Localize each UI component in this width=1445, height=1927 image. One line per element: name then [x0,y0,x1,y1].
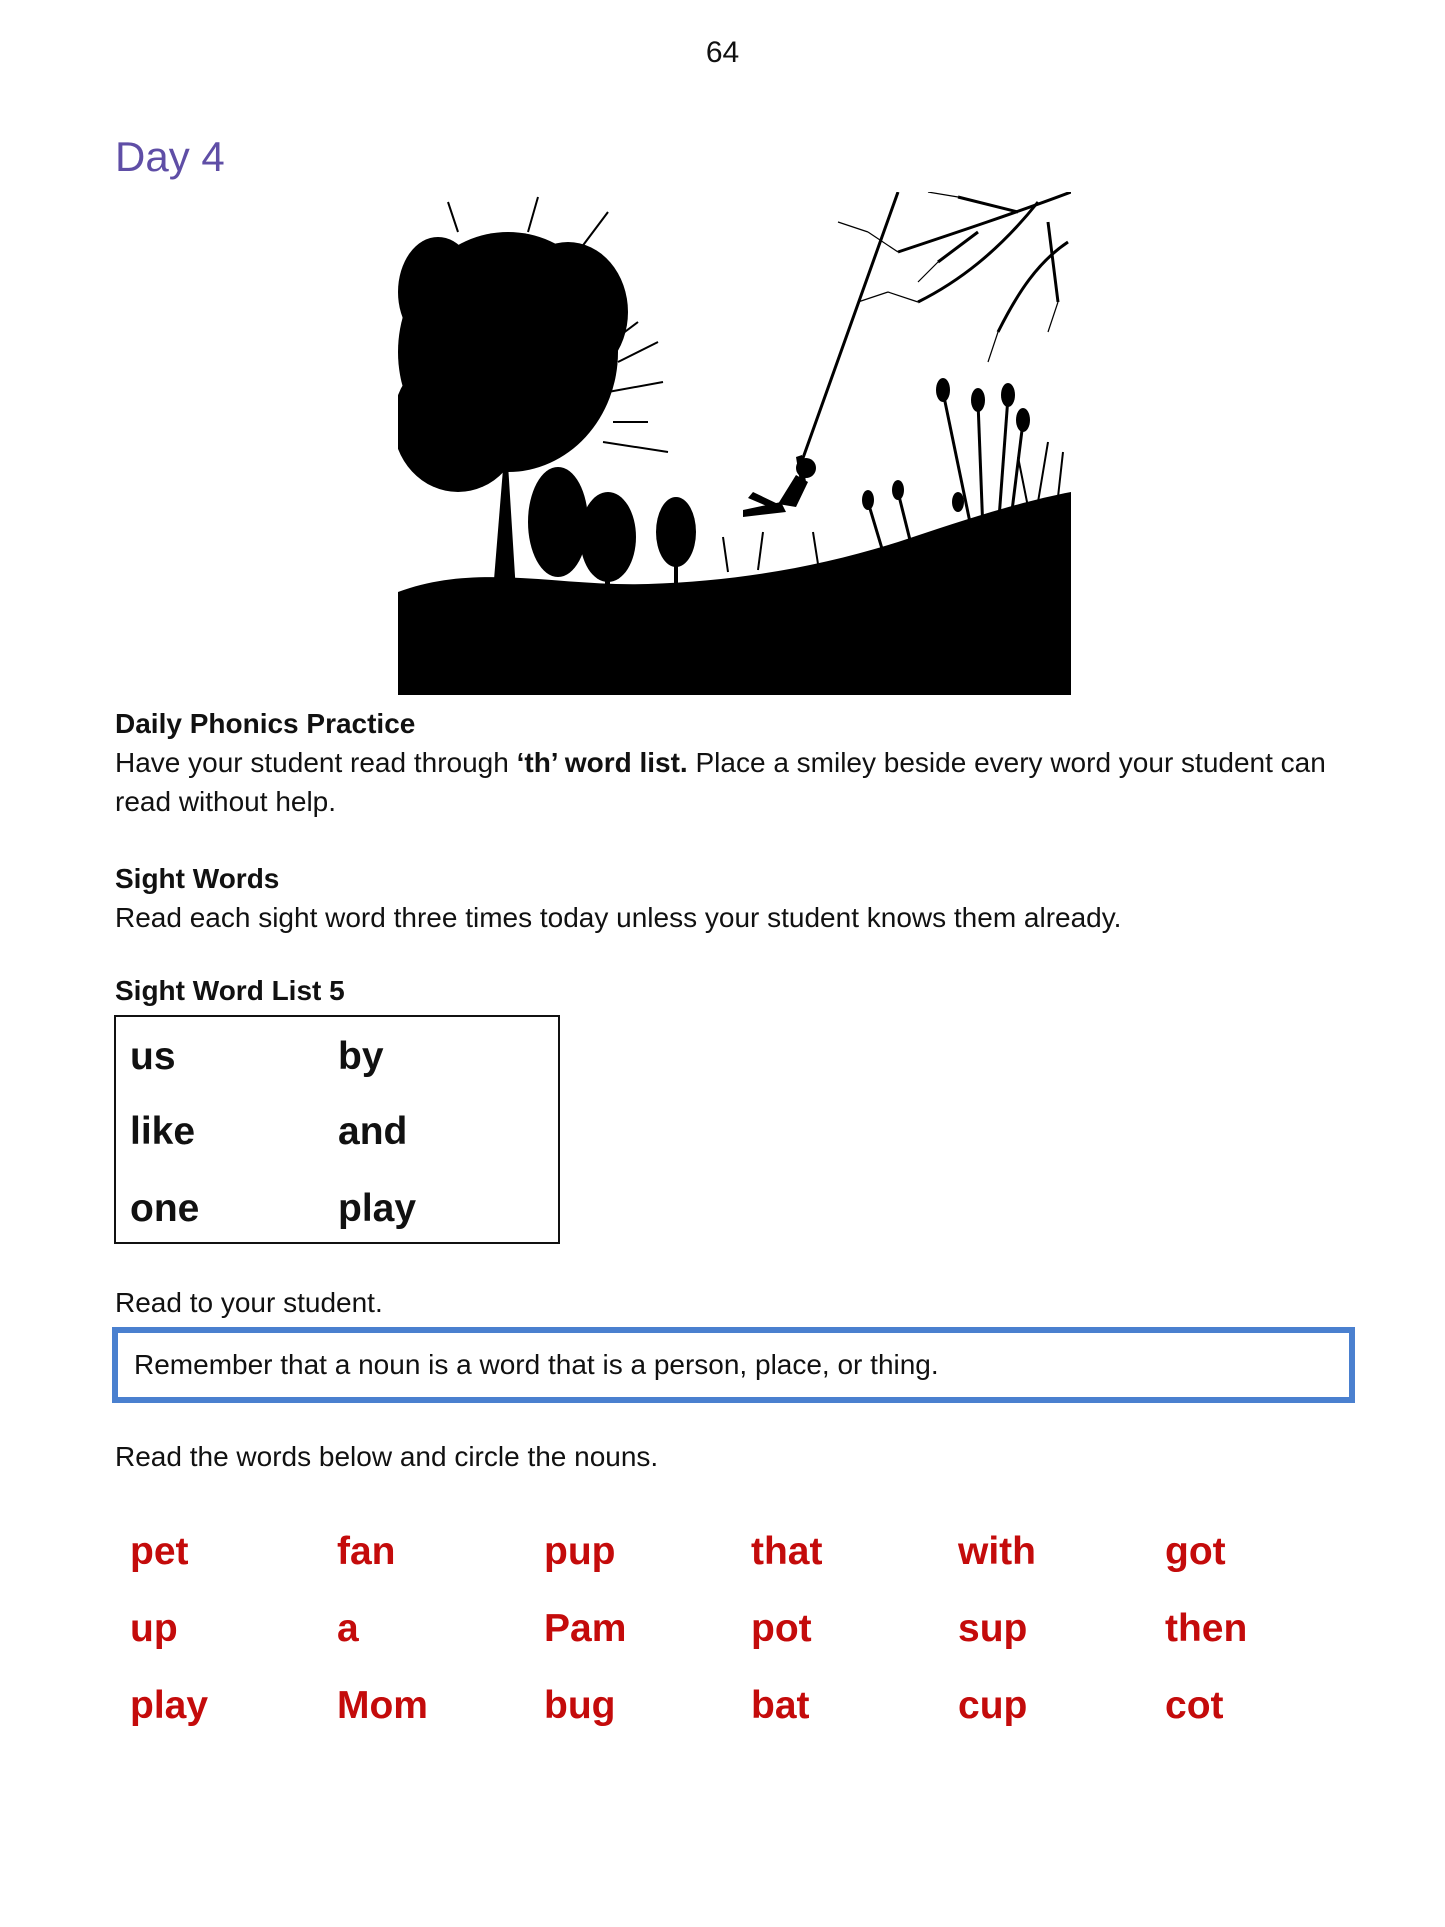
phonics-word-list-name: ‘th’ word list. [516,747,688,778]
phonics-section [115,705,1355,821]
noun-candidate-word[interactable]: sup [958,1607,1028,1650]
noun-candidate-word[interactable]: got [1165,1530,1226,1573]
sight-word: one [130,1187,200,1230]
noun-definition-box: Remember that a noun is a word that is a person, place, or thing. [112,1327,1355,1403]
sight-word: like [130,1110,196,1153]
noun-candidate-word[interactable]: play [130,1684,209,1727]
phonics-heading: Daily Phonics Practice [115,708,416,739]
swing-silhouette-illustration [398,192,1071,695]
noun-candidate-word[interactable]: pup [544,1530,616,1573]
page-number: 64 [705,36,740,69]
sight-word-table [114,1015,560,1244]
phonics-instructions [115,743,1355,821]
noun-word-grid [130,1530,1370,1770]
noun-candidate-word[interactable]: then [1165,1607,1248,1650]
noun-candidate-word[interactable]: Pam [544,1607,627,1650]
sight-words-instructions: Read each sight word three times today unless your student knows them already. [115,902,1122,933]
day-title: Day 4 [115,133,225,180]
phonics-text-after: Place a smiley beside every word your student can read without help. [115,747,1326,817]
noun-candidate-word[interactable]: bug [544,1684,616,1727]
noun-candidate-word[interactable]: cot [1165,1684,1224,1727]
noun-candidate-word[interactable]: bat [751,1684,810,1727]
sight-words-heading: Sight Words [115,863,280,894]
noun-candidate-word[interactable]: pot [751,1607,812,1650]
noun-candidate-word[interactable]: Mom [337,1684,428,1727]
noun-candidate-word[interactable]: pet [130,1530,189,1573]
phonics-text-before: Have your student read through [115,747,517,778]
read-to-student-label: Read to your student. [115,1287,383,1318]
noun-candidate-word[interactable]: up [130,1607,178,1650]
sight-word: play [338,1187,417,1230]
sight-word-list-title: Sight Word List 5 [115,975,345,1006]
noun-candidate-word[interactable]: that [751,1530,823,1573]
noun-candidate-word[interactable]: with [958,1530,1036,1573]
circle-nouns-instruction: Read the words below and circle the nouns. [115,1441,659,1472]
sight-words-section [115,860,1355,937]
sight-word: us [130,1035,176,1078]
sight-word: and [338,1110,408,1153]
noun-candidate-word[interactable]: a [337,1607,359,1650]
noun-candidate-word[interactable]: cup [958,1684,1028,1727]
noun-candidate-word[interactable]: fan [337,1530,396,1573]
sight-word: by [338,1035,384,1078]
swing-silhouette-graphic [398,192,1071,695]
